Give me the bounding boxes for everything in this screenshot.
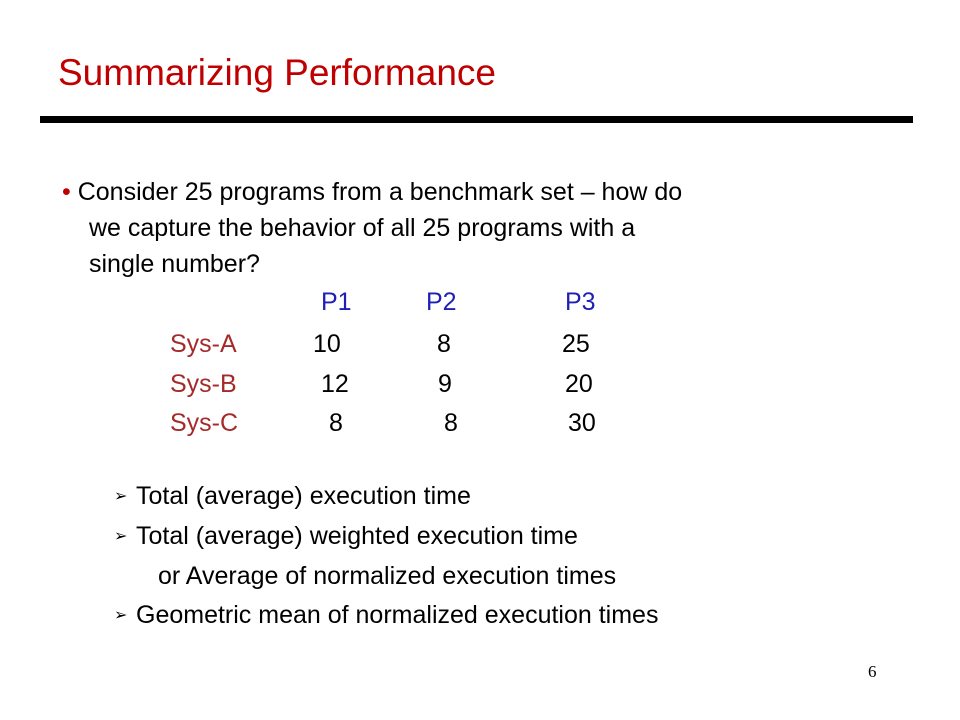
sub-item-text-3: Geometric mean of normalized execution times bbox=[136, 601, 659, 629]
arrow-bullet-icon: ➢ bbox=[114, 488, 128, 505]
row-label-sys-a: Sys-A bbox=[170, 330, 237, 358]
bullet-dot: • bbox=[62, 178, 71, 206]
sub-item-1 bbox=[114, 478, 471, 515]
cell-sys-b-p1: 12 bbox=[321, 370, 349, 398]
cell-sys-a-p2: 8 bbox=[437, 330, 451, 358]
page-number: 6 bbox=[868, 662, 877, 681]
column-header-p3: P3 bbox=[565, 288, 596, 316]
cell-sys-c-p3: 30 bbox=[568, 409, 596, 437]
cell-sys-b-p2: 9 bbox=[438, 370, 452, 398]
slide-title: Summarizing Performance bbox=[58, 52, 496, 93]
title-divider bbox=[40, 116, 913, 123]
row-label-sys-c: Sys-C bbox=[170, 409, 239, 437]
arrow-bullet-icon: ➢ bbox=[114, 607, 128, 624]
sub-item-2 bbox=[114, 518, 578, 555]
bullet-line-2: we capture the behavior of all 25 programs with a bbox=[89, 214, 636, 242]
cell-sys-a-p3: 25 bbox=[562, 330, 590, 358]
sub-item-2-continuation: or Average of normalized execution times bbox=[158, 562, 617, 590]
column-header-p2: P2 bbox=[426, 288, 457, 316]
row-label-sys-b: Sys-B bbox=[170, 370, 237, 398]
sub-item-text-2: Total (average) weighted execution time bbox=[136, 522, 578, 550]
bullet-text-1: Consider 25 programs from a benchmark set – how do bbox=[77, 178, 683, 206]
cell-sys-a-p1: 10 bbox=[313, 330, 341, 358]
arrow-bullet-icon: ➢ bbox=[114, 528, 128, 545]
cell-sys-c-p1: 8 bbox=[329, 409, 343, 437]
bullet-line-3: single number? bbox=[89, 250, 260, 278]
sub-item-text-1: Total (average) execution time bbox=[136, 482, 471, 510]
column-header-p1: P1 bbox=[321, 288, 352, 316]
sub-item-3 bbox=[114, 597, 658, 634]
cell-sys-b-p3: 20 bbox=[565, 370, 593, 398]
cell-sys-c-p2: 8 bbox=[444, 409, 458, 437]
bullet-line-1 bbox=[62, 174, 682, 210]
